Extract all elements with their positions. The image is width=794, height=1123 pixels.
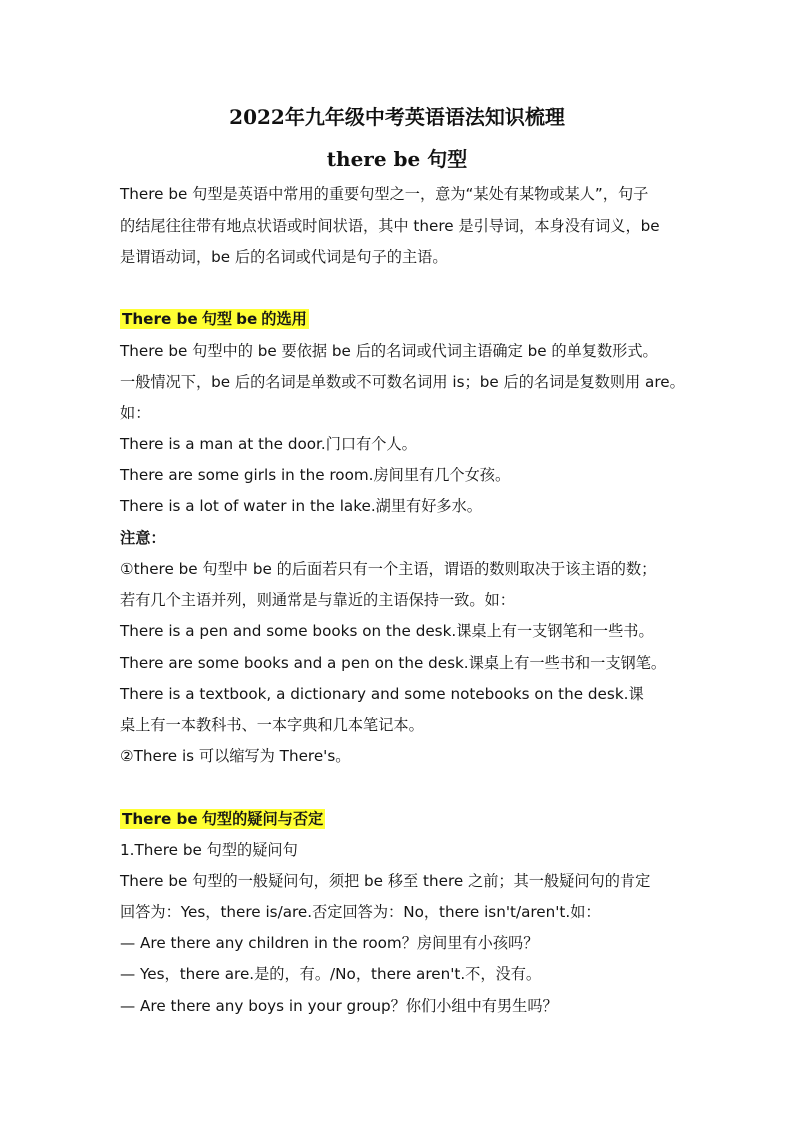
section1-heading-part4: 的选用 [261,310,307,328]
section2-heading-part2: 句型的疑问与否定 [201,810,324,828]
note-line-7: ②There is 可以缩写为 There's。 [120,747,351,765]
intro-line-2: 的结尾往往带有地点状语或时间状语，其中 there 是引导词，本身没有词义，be [120,217,660,235]
note-label: 注意： [120,529,166,547]
section1-heading-part1: There be [122,310,198,328]
section1-heading-part3: be [236,310,258,328]
section1-heading-part2: 句型 [201,310,233,328]
section2-line-6: — Are there any boys in your group？你们小组中有男生吗？ [120,997,558,1015]
section1-heading [120,307,700,331]
section2-line-4: — Are there any children in the room？房间里有小孩吗？ [120,934,539,952]
section2-heading-part1: There be [122,810,198,828]
note-line-2: 若有几个主语并列，则通常是与靠近的主语保持一致。如： [120,591,515,609]
page-title: 2022年九年级中考英语语法知识梳理 [229,105,565,129]
intro-line-1: There be 句型是英语中常用的重要句型之一，意为“某处有某物或某人”，句子 [120,185,649,203]
page-subtitle: there be 句型 [326,147,468,171]
section1-line-2: 一般情况下，be 后的名词是单数或不可数名词用 is；be 后的名词是复数则用 are。 [120,373,685,391]
section1-line-1: There be 句型中的 be 要依据 be 后的名词或代词主语确定 be 的单复数形式。 [120,342,658,360]
section1-line-3: 如： [120,404,151,422]
section2-line-1: 1.There be 句型的疑问句 [120,841,298,859]
section2-line-2: There be 句型的一般疑问句，须把 be 移至 there 之前；其一般疑问句的肯定 [120,872,651,890]
note-line-3: There is a pen and some books on the desk.课桌上有一支钢笔和一些书。 [120,622,654,640]
note-line-5: There is a textbook, a dictionary and some notebooks on the desk.课 [120,685,644,703]
note-line-1: ①there be 句型中 be 的后面若只有一个主语，谓语的数则取决于该主语的数； [120,560,657,578]
note-line-4: There are some books and a pen on the desk.课桌上有一些书和一支钢笔。 [120,654,667,672]
section1-line-6: There is a lot of water in the lake.湖里有好多水。 [120,497,482,515]
section1-line-4: There is a man at the door.门口有个人。 [120,435,417,453]
note-line-6: 桌上有一本教科书、一本字典和几本笔记本。 [120,716,424,734]
section1-line-5: There are some girls in the room.房间里有几个女孩。 [120,466,511,484]
section2-line-5: — Yes，there are.是的，有。/No，there aren't.不，没有。 [120,965,542,983]
section2-line-3: 回答为：Yes，there is/are.否定回答为：No，there isn't/aren't.如： [120,903,601,921]
intro-line-3: 是谓语动词，be 后的名词或代词是句子的主语。 [120,248,448,266]
section2-heading [120,807,700,831]
